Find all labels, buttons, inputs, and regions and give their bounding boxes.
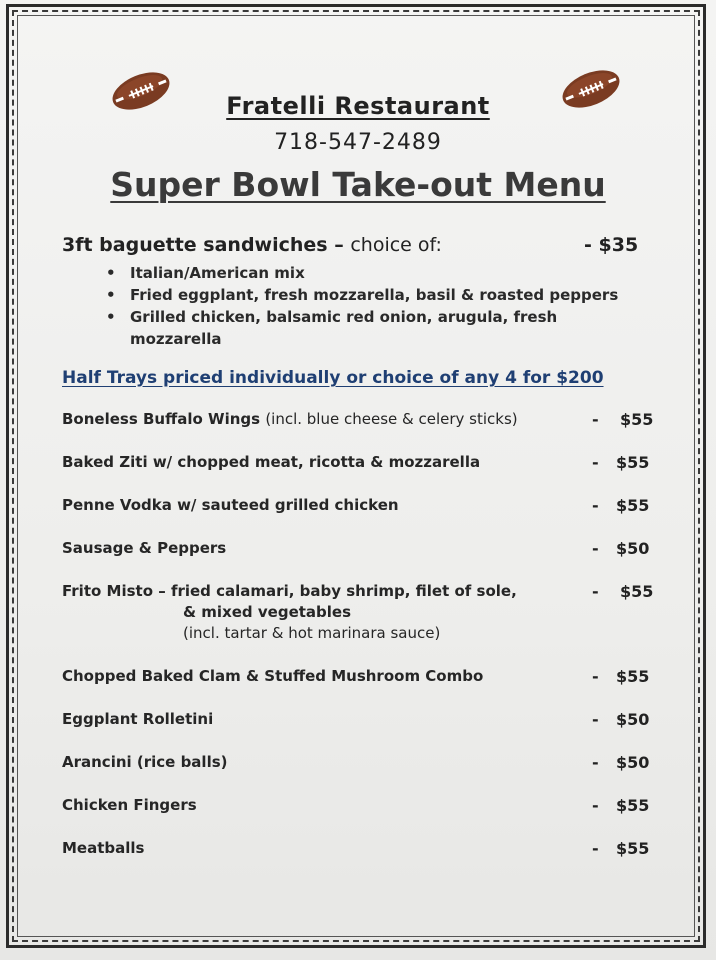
tray-item-price: $55 — [616, 496, 650, 515]
price-dash: - — [592, 796, 599, 815]
price-dash: - — [592, 753, 599, 772]
tray-item-price: $50 — [616, 710, 650, 729]
sandwich-heading-label: 3ft baguette sandwiches – — [62, 234, 344, 256]
tray-item-price: $55 — [616, 453, 650, 472]
tray-item-label: Boneless Buffalo Wings — [62, 410, 261, 428]
half-trays-heading: Half Trays priced individually or choice of any 4 for $200 — [62, 368, 604, 388]
bullet: • — [106, 264, 116, 282]
tray-item-name: Frito Misto – fried calamari, baby shrimp, filet of sole, — [62, 582, 517, 600]
tray-item-name: Chicken Fingers — [62, 796, 197, 814]
tray-item-name: Arancini (rice balls) — [62, 753, 228, 771]
tray-item-name: Chopped Baked Clam & Stuffed Mushroom Combo — [62, 667, 484, 685]
tray-item-name: Baked Ziti w/ chopped meat, ricotta & mozzarella — [62, 453, 481, 471]
tray-item-name: Eggplant Rolletini — [62, 710, 214, 728]
tray-item-name: Sausage & Peppers — [62, 539, 227, 557]
price-dash: - — [592, 539, 599, 558]
price-dash: - — [592, 839, 599, 858]
tray-item-name: Meatballs — [62, 839, 145, 857]
price-dash: - — [592, 582, 599, 601]
tray-item-note: (incl. tartar & hot marinara sauce) — [183, 624, 441, 642]
sandwich-price: - $35 — [584, 234, 639, 256]
tray-item-name-line2: & mixed vegetables — [183, 603, 352, 621]
tray-item-price: $50 — [616, 753, 650, 772]
sandwich-option: Grilled chicken, balsamic red onion, arugula, fresh — [130, 308, 558, 326]
sandwich-option: Italian/American mix — [130, 264, 305, 282]
tray-item-note: (incl. blue cheese & celery sticks) — [265, 410, 518, 428]
tray-item-price: $55 — [616, 796, 650, 815]
price-dash: - — [592, 710, 599, 729]
price-dash: - — [592, 496, 599, 515]
phone-number: 718-547-2489 — [274, 130, 442, 155]
menu-title: Super Bowl Take-out Menu — [110, 165, 606, 204]
tray-item-price: $55 — [616, 667, 650, 686]
price-dash: - — [592, 453, 599, 472]
price-dash: - — [592, 410, 599, 429]
price-dash: - — [592, 667, 599, 686]
sandwich-option-continued: mozzarella — [130, 330, 222, 348]
bullet: • — [106, 308, 116, 326]
tray-item-price: $50 — [616, 539, 650, 558]
tray-item-name — [62, 410, 518, 428]
restaurant-name-text: Fratelli Restaurant — [226, 92, 490, 120]
sandwich-choice-text: choice of: — [350, 234, 442, 256]
tray-item-price: $55 — [620, 410, 654, 429]
tray-item-price: $55 — [616, 839, 650, 858]
sandwich-option: Fried eggplant, fresh mozzarella, basil & roasted peppers — [130, 286, 619, 304]
tray-item-name: Penne Vodka w/ sauteed grilled chicken — [62, 496, 399, 514]
bullet: • — [106, 286, 116, 304]
tray-item-price: $55 — [620, 582, 654, 601]
